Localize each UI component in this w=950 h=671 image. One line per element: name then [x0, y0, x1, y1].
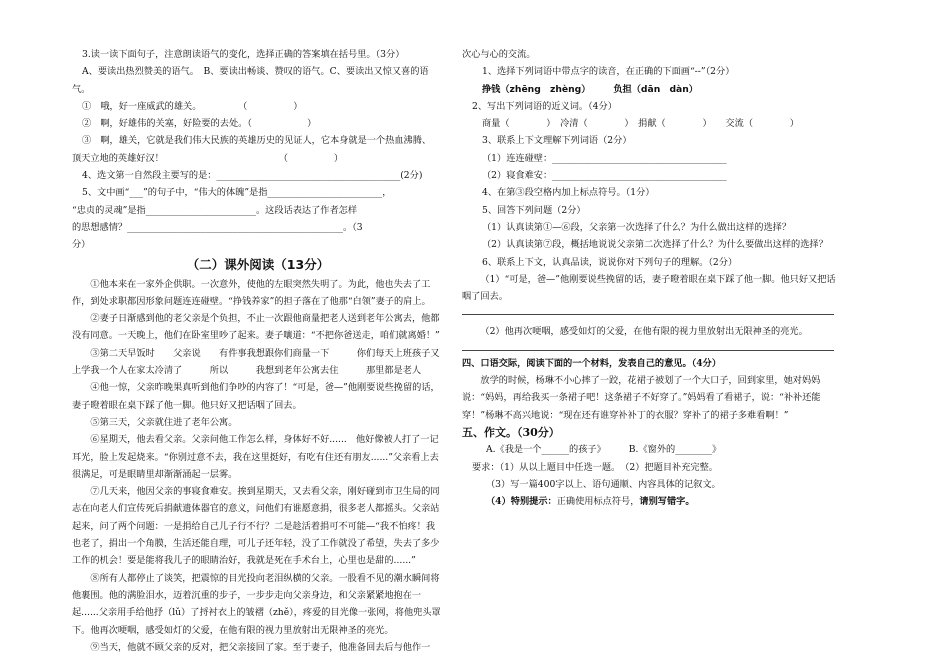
paragraph-7: ⑦几天来，他因父亲的事寝食难安。挨到星期天，又去看父亲，刚好碰到市卫生局的同志在向老人们宣传死后捐献遗体器官的意义，问他们有谁愿意捐，很多老人都摇头。父亲站起来，问了两个问题：一是捐给自己儿子行不行？二是趁活着捐可不可能—“我不怕疼！我也老了，捐出一个角膜，生活还能自理，可儿子还年轻，没了工作就没了希望，失去了多少工作的机会！要是能将我儿子的眼睛治好，我就是死在手术台上，心里也是甜的......”: [72, 486, 440, 567]
question-3-vocab: 3、联系上下文理解下列词语（2分）: [482, 135, 632, 147]
question-1-words: 挣钱（zhēng zhèng） 负担（dān dàn）: [482, 83, 698, 95]
question-1: 1、选择下列词语中带点字的读音，在正确的下面画“--”（2分）: [482, 66, 735, 78]
answer-line: [462, 341, 834, 351]
question-5-answers: 5、回答下列问题（2分）: [482, 204, 586, 216]
question-5: 5、文中画“___”的句子中，“伟大的体魄”是指_________________________，: [82, 187, 392, 199]
question-6-item-1: （1）“可是，爸—”他刚要说些挽留的话，妻子瞪着眼在桌下踩了他一脚。他只好又把话咽了回去。: [462, 273, 836, 303]
question-3-item-2: （2）寝食难安：______________________________________: [482, 170, 727, 182]
question-3-sentence-2: ② 啊，好雄伟的关塞，好险要的去处。（ ）: [82, 118, 317, 130]
right-column: [462, 46, 838, 510]
paragraph-2: ②妻子日渐感到他的老父亲是个负担，不止一次跟他商量把老人送到老年公寓去，他都没有同意。一天晚上，他们在卧室里吵了起来。妻子嚷道：“不把你爸送走，咱们就离婚！”: [72, 313, 440, 342]
question-5-item-1: （1）认真读第①—⑥段，父亲第一次选择了什么？为什么做出这样的选择？: [482, 221, 792, 233]
essay-tip-emphasis: 请别写错字。: [639, 496, 695, 508]
question-2: 2、写出下列词语的近义词。（4分）: [472, 100, 617, 112]
paragraph-1: ①他本来在一家外企供职。一次意外，使他的左眼突然失明了。为此，他也失去了工作，到处求职都因形象问题连连碰壁。“挣钱养家”的担子落在了他那“白领”妻子的肩上。: [72, 278, 431, 307]
question-3-sentence-3: ③ 啊，雄关，它就是我们伟大民族的英雄历史的见证人，它本身就是一个热血沸腾、: [82, 135, 432, 147]
question-3-options: A、要读出热烈赞美的语气。 B、要读出畅谈、赞叹的语气。C、要读出又惊又喜的语: [82, 66, 429, 78]
question-3-options-cont: 气。: [72, 83, 91, 95]
paragraph-6: ⑥星期天，他去看父亲。父亲问他工作怎么样，身体好不好...... 他好像被人打了一记耳光，脸上发起烧来。“你别过意不去，我在这里挺好，有吃有住还有朋友......”父亲看上去很满足，可是眼睛里却渐渐涌起一层雾。: [72, 434, 439, 480]
paragraph-9: ⑨当天，他就不顾父亲的反对，把父亲接回了家。至于妻子，他准备回去后与他作一: [90, 641, 431, 653]
question-6-item-2: （2）他再次哽咽，感受如灯的父爱，在他有限的视力里放射出无限神圣的亮光。: [480, 326, 808, 338]
paragraph-9-cont: 次心与心的交流。: [462, 49, 536, 60]
essay-requirement-3: [462, 493, 838, 510]
question-5-line-4: 分）: [72, 239, 91, 251]
question-4: 4、选文第一自然段主要写的是：________________________________________(2分): [82, 170, 423, 182]
paragraph-4: ④他一惊，父亲昨晚果真听到他们争吵的内容了！“可是，爸—”他刚要说些挽留的话，妻子瞪着眼在桌下踩了他一脚。他只好又把话咽了回去。: [72, 382, 440, 411]
essay-requirement-1: 要求：（1）从以上题目中任选一题。 （2）把题目补充完整。: [472, 461, 718, 473]
question-3-sentence-3-cont: 顶天立地的英雄好汉！ （ ）: [72, 152, 344, 164]
section-5-title: 五、作文。（30分）: [462, 425, 560, 439]
question-6: 6、联系上下文，认真品读，说说你对下列句子的理解。（2分）: [482, 256, 738, 268]
essay-topics: A.《我是一个______的孩子》 B.《窗外的________》: [486, 444, 722, 456]
left-column: [72, 46, 444, 656]
essay-tip-text: 正确使用标点符号，: [556, 496, 640, 508]
section-title-reading: （二）课外阅读（13分）: [186, 256, 330, 272]
paragraph-5: ⑤第三天，父亲就住进了老年公寓。: [90, 416, 238, 428]
question-2-words: 商量（ ） 冷清（ ） 捐献（ ） 交流（ ）: [482, 118, 799, 130]
paragraph-3: ③第二天早饭时 父亲说 有件事我想跟你们商量一下 你们每天上班孩子又上学我一个人在家太冷清了 所以 我想到老年公寓去住 那里都是老人: [72, 347, 440, 377]
question-5-line-2: “忠贞的灵魂”是指________________________。这段话表达了作者怎样: [72, 204, 358, 216]
question-3-sentence-1: ① 哦，好一座威武的雄关。 （ ）: [82, 100, 303, 112]
question-3-item-1: （1）连连碰壁：______________________________________: [482, 152, 727, 164]
essay-requirement-2: （3）写一篇400字以上、语句通顺、内容具体的记叙文。: [486, 478, 721, 490]
section-4-text: 放学的时候，杨琳不小心摔了一跤，花裙子被划了一个大口子，回到家里，她对妈妈说：“妈妈，再给我买一条裙子吧！这条裙子不好穿了。”妈妈看了看裙子，说：“补补还能穿！”杨琳不高兴地说：“现在还有谁穿补补丁的衣服？穿补了的裙子多难看啊！”: [462, 375, 821, 421]
question-5-item-2: （2）认真读第⑦段，概括地说说父亲第二次选择了什么？为什么要做出这样的选择？: [482, 239, 828, 251]
paragraph-8: ⑧所有人都停止了谈笑，把震惊的目光投向老泪纵横的父亲。一股看不见的潮水瞬间将他裹围。他的满脸泪水，迈着沉重的步子，一步步走向父亲身边，和父亲紧紧地抱在一起......父亲用手给他抒（lǔ）了捋衬衣上的皱褶（zhě），疼爱的目光像一张网，将他兜头罩下。他再次哽咽，感受如灯的父爱，在他有限的视力里放射出无限神圣的亮光。: [72, 572, 441, 636]
essay-tip-label: （4）特别提示：: [486, 496, 557, 508]
question-4-punctuation: 4、在第③段空格内加上标点符号。（1分）: [482, 187, 655, 199]
section-4-title: 四、口语交际，阅读下面的一个材料，发表自己的意见。（4分）: [462, 357, 722, 369]
question-3: 3.读一读下面句子，注意朗读语气的变化，选择正确的答案填在括号里。（3分）: [82, 49, 405, 60]
answer-line: [462, 305, 834, 315]
question-5-line-3: 的思想感情？_______________________________________________。（3: [72, 221, 363, 233]
